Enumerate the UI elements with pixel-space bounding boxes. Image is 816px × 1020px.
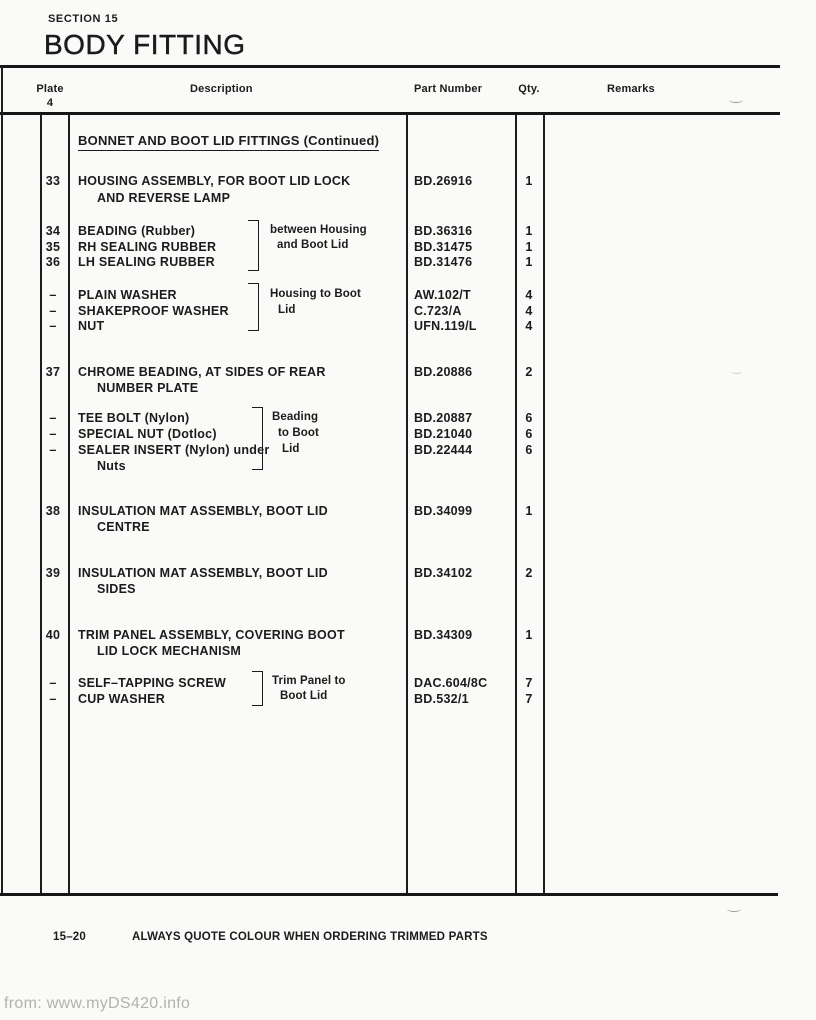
description-line: NUT: [78, 319, 105, 333]
column-header-part-number: Part Number: [414, 83, 483, 95]
header-rule-bottom: [0, 112, 780, 115]
quantity: 1: [525, 240, 533, 254]
column-header-qty: Qty.: [518, 83, 540, 95]
quantity: 2: [525, 566, 533, 580]
bracket-note-line: between Housing: [270, 224, 367, 236]
part-number: BD.20887: [414, 411, 473, 425]
part-number: BD.34309: [414, 628, 473, 642]
description-line: SELF–TAPPING SCREW: [78, 676, 227, 690]
bracket-note-line: Trim Panel to: [272, 675, 346, 687]
bracket-note-line: Beading: [272, 411, 319, 423]
footer-note: ALWAYS QUOTE COLOUR WHEN ORDERING TRIMMED PARTS: [132, 931, 488, 943]
part-number: BD.21040: [414, 427, 473, 441]
description-line: INSULATION MAT ASSEMBLY, BOOT LID: [78, 504, 328, 518]
column-header-plate: Plate: [36, 83, 64, 95]
grouping-bracket: [252, 407, 263, 470]
plate-number: 37: [45, 365, 61, 379]
part-number: BD.31475: [414, 240, 473, 254]
header-rule-top: [0, 65, 780, 68]
column-header-remarks: Remarks: [607, 83, 655, 95]
part-number: UFN.119/L: [414, 319, 477, 333]
table-border-page-edge: [1, 65, 3, 896]
part-number: DAC.604/8C: [414, 676, 488, 690]
grouping-bracket: [248, 220, 259, 271]
description-line: PLAIN WASHER: [78, 288, 177, 302]
plate-number: –: [49, 411, 57, 425]
plate-number: 34: [45, 224, 61, 238]
quantity: 4: [525, 319, 533, 333]
description-line2: CENTRE: [97, 520, 150, 534]
part-number: BD.34102: [414, 566, 473, 580]
page-number: 15–20: [53, 931, 86, 943]
plate-number: 40: [45, 628, 61, 642]
quantity: 7: [525, 692, 533, 706]
table-rule-bottom: [0, 893, 778, 896]
grouping-bracket: [248, 283, 259, 331]
scan-artifact-mark: [731, 369, 742, 374]
description-line: HOUSING ASSEMBLY, FOR BOOT LID LOCK: [78, 174, 351, 188]
description-line2: SIDES: [97, 582, 136, 596]
part-number: BD.20886: [414, 365, 473, 379]
quantity: 1: [525, 255, 533, 269]
description-line: TRIM PANEL ASSEMBLY, COVERING BOOT: [78, 628, 345, 642]
quantity: 6: [525, 427, 533, 441]
grouping-bracket: [252, 671, 263, 706]
bracket-note-line: Housing to Boot: [270, 288, 361, 300]
description-line: SPECIAL NUT (Dotloc): [78, 427, 217, 441]
plate-number: 39: [45, 566, 61, 580]
bracket-note-line: to Boot: [278, 427, 319, 439]
bracket-note-line: Lid: [282, 443, 300, 455]
part-number: BD.34099: [414, 504, 473, 518]
quantity: 6: [525, 411, 533, 425]
quantity: 1: [525, 504, 533, 518]
bracket-note-line: and Boot Lid: [277, 239, 349, 251]
part-number: BD.532/1: [414, 692, 469, 706]
quantity: 2: [525, 365, 533, 379]
quantity: 1: [525, 174, 533, 188]
table-border-qty-right: [543, 114, 545, 894]
section-label: SECTION 15: [48, 13, 119, 25]
table-section-heading: BONNET AND BOOT LID FITTINGS (Continued): [78, 134, 379, 151]
part-number: C.723/A: [414, 304, 462, 318]
plate-number: –: [49, 288, 57, 302]
description-line2: NUMBER PLATE: [97, 381, 199, 395]
plate-number: –: [49, 427, 57, 441]
description-line: INSULATION MAT ASSEMBLY, BOOT LID: [78, 566, 328, 580]
plate-number: –: [49, 443, 57, 457]
description-line: CHROME BEADING, AT SIDES OF REAR: [78, 365, 326, 379]
plate-number: 38: [45, 504, 61, 518]
bracket-note-line: Lid: [278, 304, 296, 316]
quantity: 4: [525, 288, 533, 302]
plate-number: 33: [45, 174, 61, 188]
quantity: 1: [525, 628, 533, 642]
quantity: 6: [525, 443, 533, 457]
page-title: BODY FITTING: [44, 29, 246, 60]
part-number: BD.31476: [414, 255, 473, 269]
source-watermark: from: www.myDS420.info: [4, 995, 191, 1012]
description-line2: Nuts: [97, 459, 126, 473]
scan-artifact-mark: [729, 97, 743, 103]
quantity: 1: [525, 224, 533, 238]
description-line2: LID LOCK MECHANISM: [97, 644, 242, 658]
part-number: BD.26916: [414, 174, 473, 188]
plate-number: 36: [45, 255, 61, 269]
column-header-description: Description: [190, 83, 253, 95]
description-line2: AND REVERSE LAMP: [97, 191, 231, 205]
description-line: LH SEALING RUBBER: [78, 255, 215, 269]
description-line: BEADING (Rubber): [78, 224, 196, 238]
bracket-note-line: Boot Lid: [280, 690, 328, 702]
plate-number: –: [49, 676, 57, 690]
column-header-plate-number: 4: [46, 97, 54, 109]
quantity: 7: [525, 676, 533, 690]
scan-artifact-mark: [727, 906, 741, 912]
description-line: CUP WASHER: [78, 692, 166, 706]
description-line: SHAKEPROOF WASHER: [78, 304, 229, 318]
plate-number: –: [49, 319, 57, 333]
table-border-part-left: [406, 114, 408, 894]
quantity: 4: [525, 304, 533, 318]
part-number: BD.22444: [414, 443, 473, 457]
plate-number: –: [49, 304, 57, 318]
plate-number: 35: [45, 240, 61, 254]
table-border-plate-right: [68, 114, 70, 894]
plate-number: –: [49, 692, 57, 706]
part-number: BD.36316: [414, 224, 473, 238]
description-line: SEALER INSERT (Nylon) under: [78, 443, 270, 457]
description-line: TEE BOLT (Nylon): [78, 411, 190, 425]
part-number: AW.102/T: [414, 288, 471, 302]
description-line: RH SEALING RUBBER: [78, 240, 217, 254]
